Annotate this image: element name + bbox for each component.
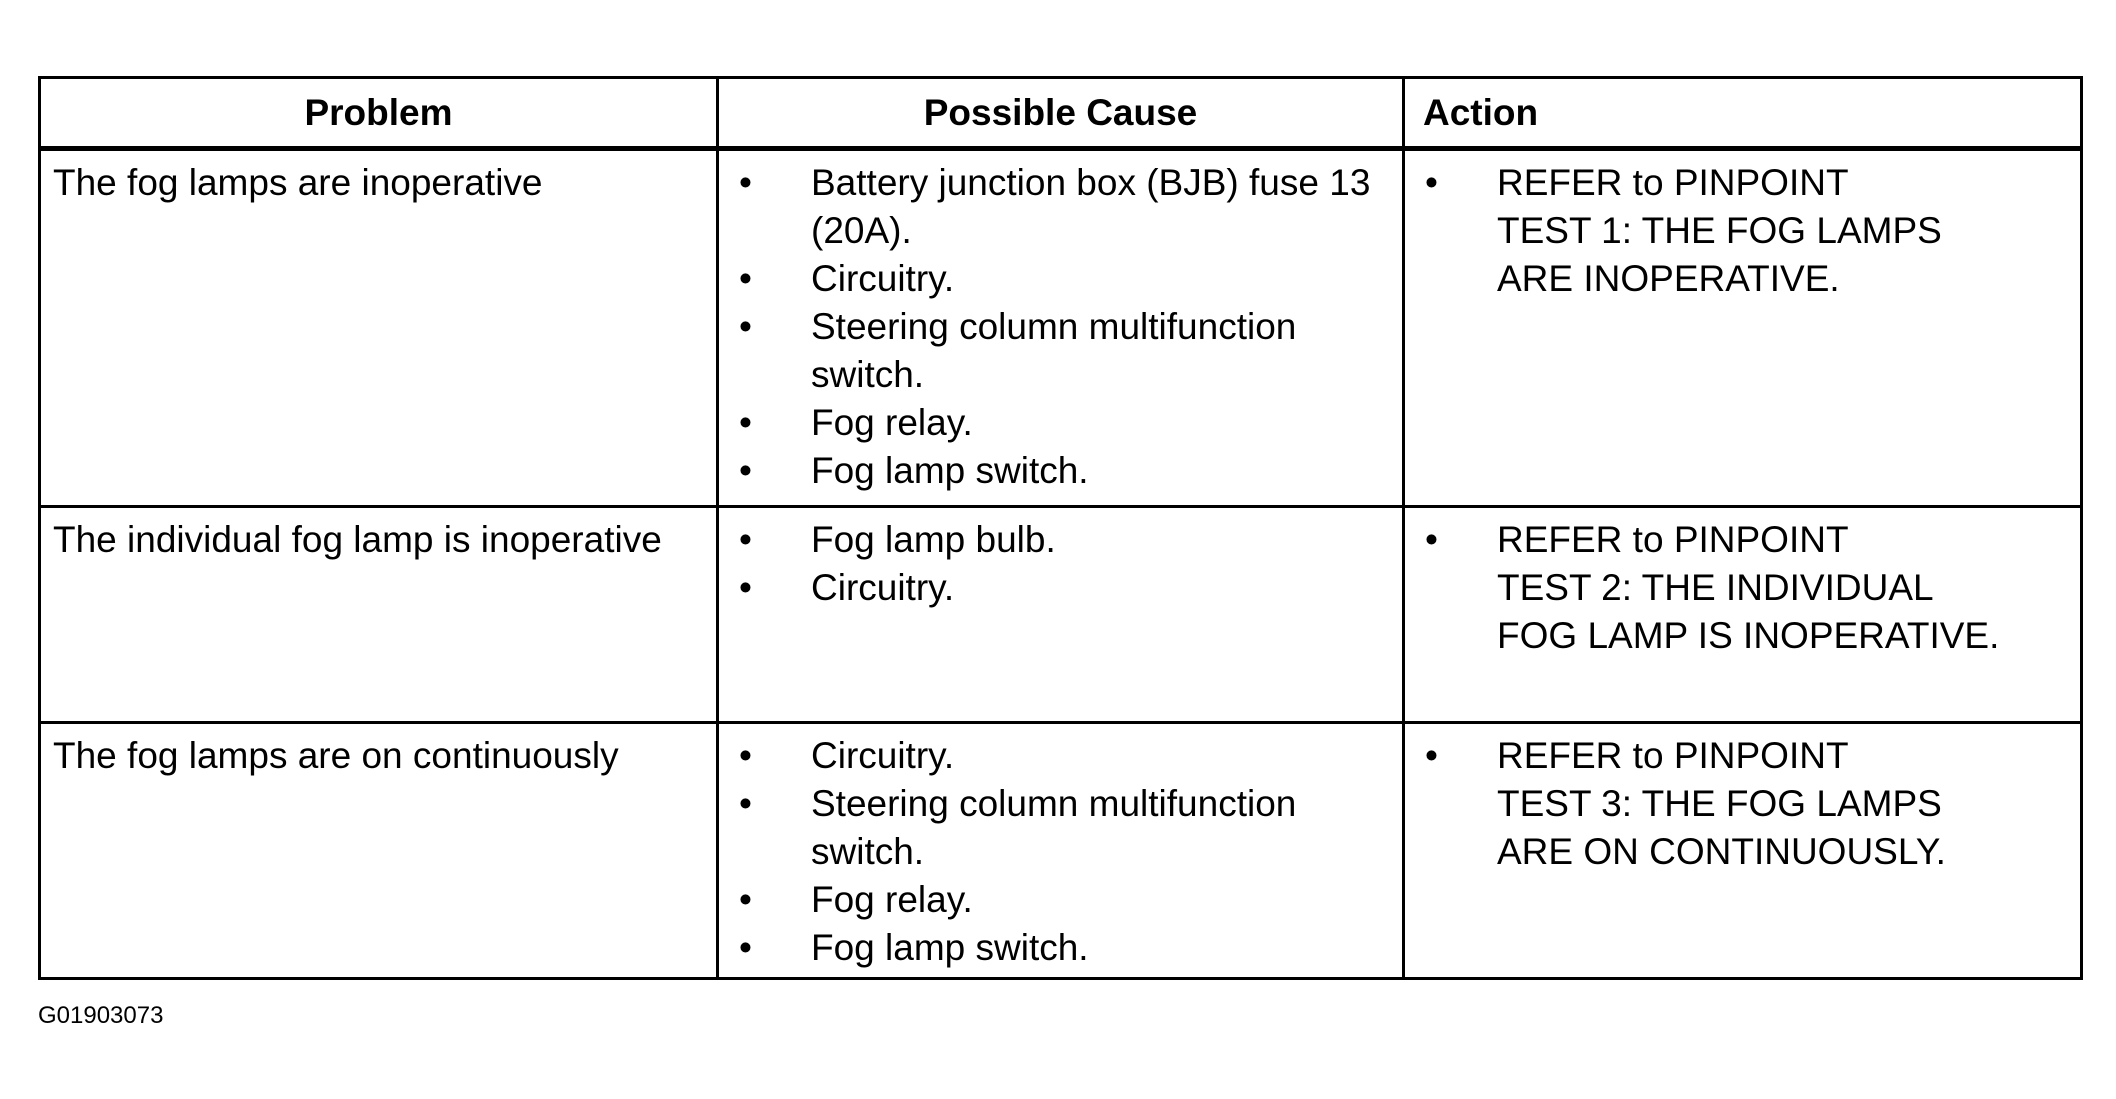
table-body — [40, 149, 2082, 979]
problem-cell: The fog lamps are on continuously — [40, 723, 718, 979]
cause-text: Battery junction box (BJB) fuse 13 (20A). — [811, 162, 1371, 251]
bullet-icon: • — [739, 258, 752, 299]
bullet-icon: • — [739, 879, 752, 921]
cause-cell — [718, 149, 1404, 507]
cause-text: Circuitry. — [811, 566, 955, 608]
action-item — [1405, 516, 2072, 660]
header-possible-cause: Possible Cause — [718, 78, 1404, 149]
action-text-line: REFER to PINPOINT — [1497, 162, 1849, 203]
problem-cell: The individual fog lamp is inoperative — [40, 506, 718, 723]
bullet-icon: • — [739, 518, 752, 560]
bullet-icon: • — [739, 735, 752, 777]
bullet-icon: • — [1425, 735, 1438, 777]
cause-item — [719, 159, 1394, 255]
cause-item — [719, 303, 1394, 399]
cause-item — [719, 516, 1394, 564]
cause-cell — [718, 506, 1404, 723]
cause-item — [719, 924, 1394, 972]
header-row — [40, 78, 2082, 149]
cause-text: Fog lamp switch. — [811, 450, 1089, 491]
cause-text: Steering column multifunction switch. — [811, 306, 1297, 395]
bullet-icon: • — [739, 450, 752, 491]
action-text-line: REFER to PINPOINT — [1497, 735, 1849, 777]
bullet-icon: • — [1425, 162, 1438, 203]
cause-text: Fog lamp bulb. — [811, 518, 1056, 560]
table-row — [40, 723, 2082, 979]
header-action: Action — [1404, 78, 2082, 149]
cause-item — [719, 780, 1394, 876]
bullet-icon: • — [739, 927, 752, 969]
cause-text: Circuitry. — [811, 735, 955, 777]
action-cell — [1404, 723, 2082, 979]
table-header — [40, 78, 2082, 149]
problem-cell: The fog lamps are inoperative — [40, 149, 718, 507]
cause-item — [719, 255, 1394, 303]
cause-list — [719, 732, 1394, 972]
action-list — [1405, 732, 2072, 876]
figure-code: G01903073 — [38, 1002, 164, 1029]
action-text-line: REFER to PINPOINT — [1497, 518, 1849, 560]
bullet-icon: • — [739, 402, 752, 443]
action-cell — [1404, 506, 2082, 723]
table-row — [40, 149, 2082, 507]
cause-item — [719, 399, 1394, 447]
action-text-line: TEST 3: THE FOG LAMPS — [1497, 783, 1942, 825]
action-text-line: ARE ON CONTINUOUSLY. — [1497, 831, 1946, 873]
cause-text: Fog relay. — [811, 402, 973, 443]
cause-cell — [718, 723, 1404, 979]
table-row — [40, 506, 2082, 723]
cause-item — [719, 732, 1394, 780]
bullet-icon: • — [739, 306, 752, 347]
bullet-icon: • — [739, 162, 752, 203]
action-list — [1405, 516, 2072, 660]
action-item — [1405, 159, 2072, 303]
cause-item — [719, 564, 1394, 612]
cause-list — [719, 516, 1394, 612]
bullet-icon: • — [739, 566, 752, 608]
cause-text: Steering column multifunction switch. — [811, 783, 1297, 873]
action-item — [1405, 732, 2072, 876]
cause-item — [719, 447, 1394, 495]
action-cell — [1404, 149, 2082, 507]
action-list — [1405, 159, 2072, 303]
bullet-icon: • — [1425, 518, 1438, 560]
action-text-line: FOG LAMP IS INOPERATIVE. — [1497, 614, 2000, 656]
cause-text: Fog relay. — [811, 879, 973, 921]
header-problem: Problem — [40, 78, 718, 149]
bullet-icon: • — [739, 783, 752, 825]
cause-text: Circuitry. — [811, 258, 955, 299]
action-text-line: TEST 1: THE FOG LAMPS — [1497, 210, 1942, 251]
cause-list — [719, 159, 1394, 495]
cause-text: Fog lamp switch. — [811, 927, 1089, 969]
action-text-line: ARE INOPERATIVE. — [1497, 258, 1840, 299]
action-text-line: TEST 2: THE INDIVIDUAL — [1497, 566, 1934, 608]
symptom-chart-table — [38, 76, 2083, 980]
cause-item — [719, 876, 1394, 924]
